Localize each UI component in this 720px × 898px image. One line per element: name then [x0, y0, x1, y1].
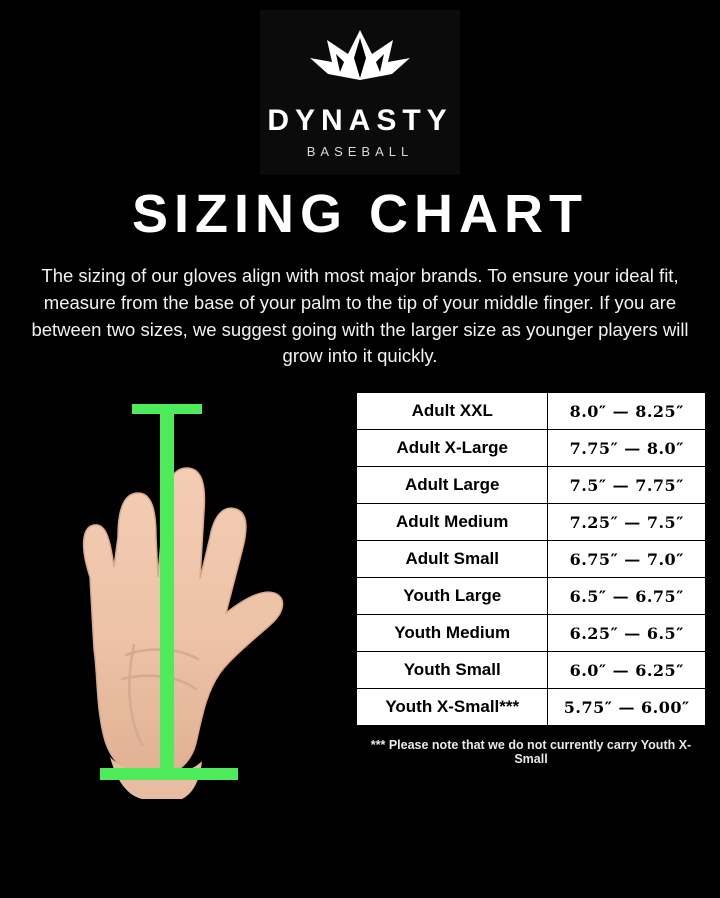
size-range: 8.0″ — 8.25″	[548, 393, 706, 430]
sizing-table	[356, 392, 706, 726]
brand-name: DYNASTY	[267, 104, 453, 137]
brand-logo-block	[260, 10, 460, 175]
table-row	[357, 652, 706, 689]
hand-graphic	[30, 427, 330, 807]
hand-measurement-illustration	[10, 392, 350, 812]
size-label: Adult Small	[357, 541, 548, 578]
table-row	[357, 615, 706, 652]
size-label: Youth Large	[357, 578, 548, 615]
size-range: 7.25″ — 7.5″	[548, 504, 706, 541]
brand-subtitle: BASEBALL	[306, 144, 414, 159]
size-range: 6.0″ — 6.25″	[548, 652, 706, 689]
table-footnote: *** Please note that we do not currently carry Youth X-Small	[370, 738, 692, 767]
size-label: Youth X-Small***	[357, 689, 548, 726]
table-row	[357, 430, 706, 467]
size-range: 6.5″ — 6.75″	[548, 578, 706, 615]
table-row	[357, 578, 706, 615]
measure-line	[160, 404, 174, 778]
table-row	[357, 541, 706, 578]
measure-cap-bottom	[100, 768, 238, 780]
sizing-table-wrapper	[356, 392, 706, 766]
content-area	[0, 392, 720, 862]
size-label: Adult X-Large	[357, 430, 548, 467]
size-label: Adult Large	[357, 467, 548, 504]
table-row	[357, 467, 706, 504]
intro-paragraph: The sizing of our gloves align with most major brands. To ensure your ideal fit, measure from the base of your palm to the tip of your middle finger. If you are between two sizes, we suggest going with the larger size as younger players will grow into it quickly.	[31, 265, 689, 367]
size-label: Youth Small	[357, 652, 548, 689]
table-row	[357, 504, 706, 541]
size-range: 6.25″ — 6.5″	[548, 615, 706, 652]
size-label: Youth Medium	[357, 615, 548, 652]
size-label: Adult Medium	[357, 504, 548, 541]
size-range: 5.75″ — 6.00″	[548, 689, 706, 726]
size-range: 7.5″ — 7.75″	[548, 467, 706, 504]
page-title: SIZING CHART	[132, 184, 588, 244]
size-range: 7.75″ — 8.0″	[548, 430, 706, 467]
table-row	[357, 393, 706, 430]
size-range: 6.75″ — 7.0″	[548, 541, 706, 578]
crown-icon	[300, 28, 420, 90]
table-row	[357, 689, 706, 726]
size-label: Adult XXL	[357, 393, 548, 430]
